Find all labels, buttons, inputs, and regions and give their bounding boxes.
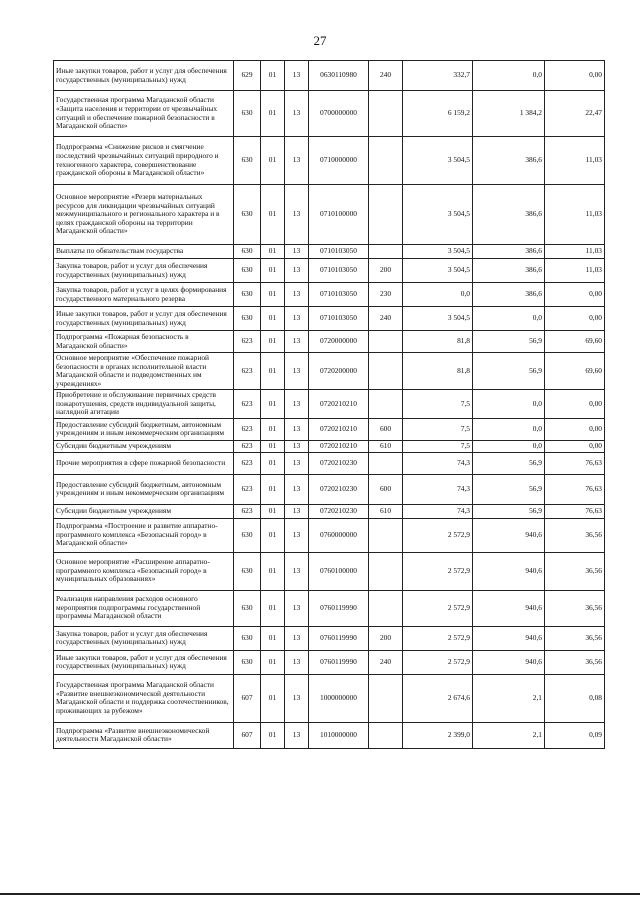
subsection-code: 13 [285,137,309,185]
execution-percent: 0,00 [545,283,605,307]
row-name: Основное мероприятие «Расширение аппаратно-программного комплекса «Безопасный город» в муниципальных образованиях» [54,552,234,590]
ministry-code: 630 [234,518,261,552]
plan-amount: 81,8 [403,331,473,353]
execution-percent: 76,63 [545,452,605,474]
target-article: 0760000000 [309,518,369,552]
target-article: 0720210230 [309,452,369,474]
actual-amount: 940,6 [473,650,545,674]
row-name: Государственная программа Магаданской области «Развитие внешнеэкономической деятельности Магаданской области и поддержка соотечественников, проживающих за рубежом» [54,674,234,722]
table-row [54,283,605,307]
target-article: 0720200000 [309,353,369,390]
ministry-code: 623 [234,331,261,353]
ministry-code: 623 [234,418,261,440]
page-number: 27 [313,33,327,48]
subsection-code: 13 [285,518,309,552]
subsection-code: 13 [285,259,309,283]
expense-kind [369,722,403,748]
execution-percent: 22,47 [545,91,605,137]
plan-amount: 7,5 [403,418,473,440]
subsection-code: 13 [285,626,309,650]
actual-amount: 386,6 [473,137,545,185]
row-name: Предоставление субсидий бюджетным, автономным учреждениям и иным некоммерческим организациям [54,474,234,504]
row-name: Государственная программа Магаданской области «Защита населения и территории от чрезвычайных ситуаций и обеспечение пожарной безопасности в Магаданской области» [54,91,234,137]
row-name: Подпрограмма «Пожарная безопасность в Магаданской области» [54,331,234,353]
ministry-code: 630 [234,91,261,137]
table-row [54,331,605,353]
expense-kind: 230 [369,283,403,307]
target-article: 0760100000 [309,552,369,590]
section-code: 01 [261,552,285,590]
execution-percent: 11,03 [545,137,605,185]
section-code: 01 [261,283,285,307]
target-article: 0710103050 [309,259,369,283]
execution-percent: 11,03 [545,245,605,259]
target-article: 0710000000 [309,137,369,185]
subsection-code: 13 [285,590,309,626]
ministry-code: 630 [234,283,261,307]
table-row [54,650,605,674]
expense-kind [369,518,403,552]
table-row [54,440,605,452]
actual-amount: 2,1 [473,674,545,722]
budget-table [53,60,605,749]
table-row [54,61,605,91]
subsection-code: 13 [285,91,309,137]
target-article: 1010000000 [309,722,369,748]
execution-percent: 36,56 [545,552,605,590]
section-code: 01 [261,504,285,518]
plan-amount: 3 504,5 [403,137,473,185]
bottom-rule [0,893,640,895]
expense-kind: 600 [369,474,403,504]
row-name: Иные закупки товаров, работ и услуг для обеспечения государственных (муниципальных) нужд [54,650,234,674]
table-row [54,353,605,390]
target-article: 0700000000 [309,91,369,137]
ministry-code: 630 [234,650,261,674]
ministry-code: 623 [234,353,261,390]
execution-percent: 36,56 [545,626,605,650]
ministry-code: 629 [234,61,261,91]
plan-amount: 7,5 [403,440,473,452]
target-article: 0710103050 [309,307,369,331]
plan-amount: 74,3 [403,452,473,474]
table-row [54,259,605,283]
row-name: Подпрограмма «Построение и развитие аппаратно-программного комплекса «Безопасный город» в Магаданской области» [54,518,234,552]
execution-percent: 0,00 [545,307,605,331]
section-code: 01 [261,137,285,185]
section-code: 01 [261,245,285,259]
expense-kind [369,185,403,245]
execution-percent: 36,56 [545,590,605,626]
execution-percent: 36,56 [545,650,605,674]
section-code: 01 [261,331,285,353]
expense-kind [369,590,403,626]
ministry-code: 623 [234,452,261,474]
section-code: 01 [261,390,285,419]
execution-percent: 36,56 [545,518,605,552]
target-article: 0710100000 [309,185,369,245]
expense-kind [369,353,403,390]
table-row [54,590,605,626]
plan-amount: 2 572,9 [403,552,473,590]
section-code: 01 [261,452,285,474]
row-name: Прочие мероприятия в сфере пожарной безопасности [54,452,234,474]
section-code: 01 [261,353,285,390]
execution-percent: 11,03 [545,259,605,283]
section-code: 01 [261,418,285,440]
table-row [54,185,605,245]
expense-kind [369,452,403,474]
expense-kind: 200 [369,626,403,650]
target-article: 1000000000 [309,674,369,722]
ministry-code: 623 [234,390,261,419]
actual-amount: 0,0 [473,418,545,440]
actual-amount: 940,6 [473,552,545,590]
ministry-code: 630 [234,259,261,283]
actual-amount: 0,0 [473,440,545,452]
ministry-code: 630 [234,552,261,590]
actual-amount: 386,6 [473,245,545,259]
target-article: 0630110980 [309,61,369,91]
plan-amount: 2 572,9 [403,518,473,552]
actual-amount: 0,0 [473,61,545,91]
expense-kind: 610 [369,504,403,518]
actual-amount: 1 384,2 [473,91,545,137]
row-name: Основное мероприятие «Резерв материальных ресурсов для ликвидации чрезвычайных ситуаций межмуниципального и регионального характера и в целях гражданской обороны на территории Магаданской области» [54,185,234,245]
execution-percent: 0,08 [545,674,605,722]
row-name: Субсидии бюджетным учреждениям [54,440,234,452]
plan-amount: 2 572,9 [403,650,473,674]
plan-amount: 6 159,2 [403,91,473,137]
section-code: 01 [261,61,285,91]
subsection-code: 13 [285,418,309,440]
expense-kind: 200 [369,259,403,283]
expense-kind [369,674,403,722]
target-article: 0720210230 [309,504,369,518]
target-article: 0760119990 [309,626,369,650]
plan-amount: 3 504,5 [403,259,473,283]
plan-amount: 2 572,9 [403,626,473,650]
actual-amount: 56,9 [473,474,545,504]
row-name: Предоставление субсидий бюджетным, автономным учреждениям и иным некоммерческим организациям [54,418,234,440]
row-name: Иные закупки товаров, работ и услуг для обеспечения государственных (муниципальных) нужд [54,307,234,331]
plan-amount: 74,3 [403,474,473,504]
row-name: Закупка товаров, работ и услуг в целях формирования государственного материального резерва [54,283,234,307]
subsection-code: 13 [285,722,309,748]
table-row [54,518,605,552]
target-article: 0760119990 [309,650,369,674]
actual-amount: 56,9 [473,353,545,390]
table-row [54,674,605,722]
plan-amount: 2 572,9 [403,590,473,626]
plan-amount: 2 399,0 [403,722,473,748]
target-article: 0720000000 [309,331,369,353]
table-row [54,626,605,650]
execution-percent: 76,63 [545,474,605,504]
actual-amount: 0,0 [473,390,545,419]
actual-amount: 940,6 [473,590,545,626]
expense-kind: 600 [369,418,403,440]
row-name: Иные закупки товаров, работ и услуг для обеспечения государственных (муниципальных) нужд [54,61,234,91]
expense-kind [369,552,403,590]
actual-amount: 56,9 [473,331,545,353]
section-code: 01 [261,722,285,748]
ministry-code: 630 [234,245,261,259]
actual-amount: 940,6 [473,518,545,552]
ministry-code: 623 [234,440,261,452]
row-name: Субсидии бюджетным учреждениям [54,504,234,518]
target-article: 0720210210 [309,440,369,452]
plan-amount: 3 504,5 [403,245,473,259]
execution-percent: 0,00 [545,418,605,440]
table-row [54,474,605,504]
subsection-code: 13 [285,440,309,452]
plan-amount: 3 504,5 [403,307,473,331]
row-name: Закупка товаров, работ и услуг для обеспечения государственных (муниципальных) нужд [54,626,234,650]
ministry-code: 630 [234,307,261,331]
row-name: Реализация направления расходов основного мероприятия подпрограммы государственной программы Магаданской области [54,590,234,626]
table-row [54,418,605,440]
table-row [54,137,605,185]
expense-kind [369,137,403,185]
subsection-code: 13 [285,504,309,518]
table-row [54,452,605,474]
actual-amount: 386,6 [473,259,545,283]
execution-percent: 69,60 [545,331,605,353]
table-row [54,307,605,331]
execution-percent: 0,00 [545,390,605,419]
actual-amount: 0,0 [473,307,545,331]
plan-amount: 332,7 [403,61,473,91]
table-row [54,722,605,748]
actual-amount: 56,9 [473,452,545,474]
table-row [54,390,605,419]
actual-amount: 940,6 [473,626,545,650]
execution-percent: 0,00 [545,440,605,452]
execution-percent: 76,63 [545,504,605,518]
expense-kind [369,390,403,419]
execution-percent: 11,03 [545,185,605,245]
expense-kind: 240 [369,61,403,91]
subsection-code: 13 [285,390,309,419]
ministry-code: 623 [234,474,261,504]
subsection-code: 13 [285,552,309,590]
subsection-code: 13 [285,61,309,91]
plan-amount: 0,0 [403,283,473,307]
row-name: Закупка товаров, работ и услуг для обеспечения государственных (муниципальных) нужд [54,259,234,283]
section-code: 01 [261,259,285,283]
section-code: 01 [261,307,285,331]
target-article: 0710103050 [309,283,369,307]
table-row [54,552,605,590]
plan-amount: 2 674,6 [403,674,473,722]
target-article: 0720210210 [309,418,369,440]
row-name: Подпрограмма «Развитие внешнеэкономической деятельности Магаданской области» [54,722,234,748]
section-code: 01 [261,674,285,722]
subsection-code: 13 [285,353,309,390]
actual-amount: 386,6 [473,283,545,307]
row-name: Приобретение и обслуживание первичных средств пожаротушения, средств индивидуальной защиты, наглядной агитации [54,390,234,419]
ministry-code: 630 [234,185,261,245]
table-body [54,61,605,749]
subsection-code: 13 [285,331,309,353]
actual-amount: 2,1 [473,722,545,748]
expense-kind [369,331,403,353]
section-code: 01 [261,590,285,626]
section-code: 01 [261,518,285,552]
section-code: 01 [261,91,285,137]
section-code: 01 [261,440,285,452]
expense-kind [369,91,403,137]
target-article: 0720210230 [309,474,369,504]
ministry-code: 623 [234,504,261,518]
ministry-code: 630 [234,590,261,626]
target-article: 0720210210 [309,390,369,419]
actual-amount: 386,6 [473,185,545,245]
execution-percent: 0,00 [545,61,605,91]
subsection-code: 13 [285,307,309,331]
expense-kind: 610 [369,440,403,452]
section-code: 01 [261,185,285,245]
row-name: Подпрограмма «Снижение рисков и смягчение последствий чрезвычайных ситуаций природного и техногенного характера, совершенствование гражданской обороны в Магаданской области» [54,137,234,185]
row-name: Выплаты по обязательствам государства [54,245,234,259]
execution-percent: 69,60 [545,353,605,390]
plan-amount: 74,3 [403,504,473,518]
expense-kind: 240 [369,307,403,331]
subsection-code: 13 [285,452,309,474]
subsection-code: 13 [285,185,309,245]
subsection-code: 13 [285,283,309,307]
table-row [54,91,605,137]
actual-amount: 56,9 [473,504,545,518]
expense-kind: 240 [369,650,403,674]
table-row [54,504,605,518]
row-name: Основное мероприятие «Обеспечение пожарной безопасности в органах исполнительной власти Магаданской области и подведомственных им учреждениях» [54,353,234,390]
plan-amount: 7,5 [403,390,473,419]
ministry-code: 630 [234,626,261,650]
plan-amount: 81,8 [403,353,473,390]
subsection-code: 13 [285,474,309,504]
expense-kind [369,245,403,259]
ministry-code: 607 [234,674,261,722]
plan-amount: 3 504,5 [403,185,473,245]
ministry-code: 630 [234,137,261,185]
subsection-code: 13 [285,650,309,674]
section-code: 01 [261,626,285,650]
target-article: 0710103050 [309,245,369,259]
subsection-code: 13 [285,245,309,259]
section-code: 01 [261,650,285,674]
execution-percent: 0,09 [545,722,605,748]
ministry-code: 607 [234,722,261,748]
table-row [54,245,605,259]
subsection-code: 13 [285,674,309,722]
target-article: 0760119990 [309,590,369,626]
section-code: 01 [261,474,285,504]
